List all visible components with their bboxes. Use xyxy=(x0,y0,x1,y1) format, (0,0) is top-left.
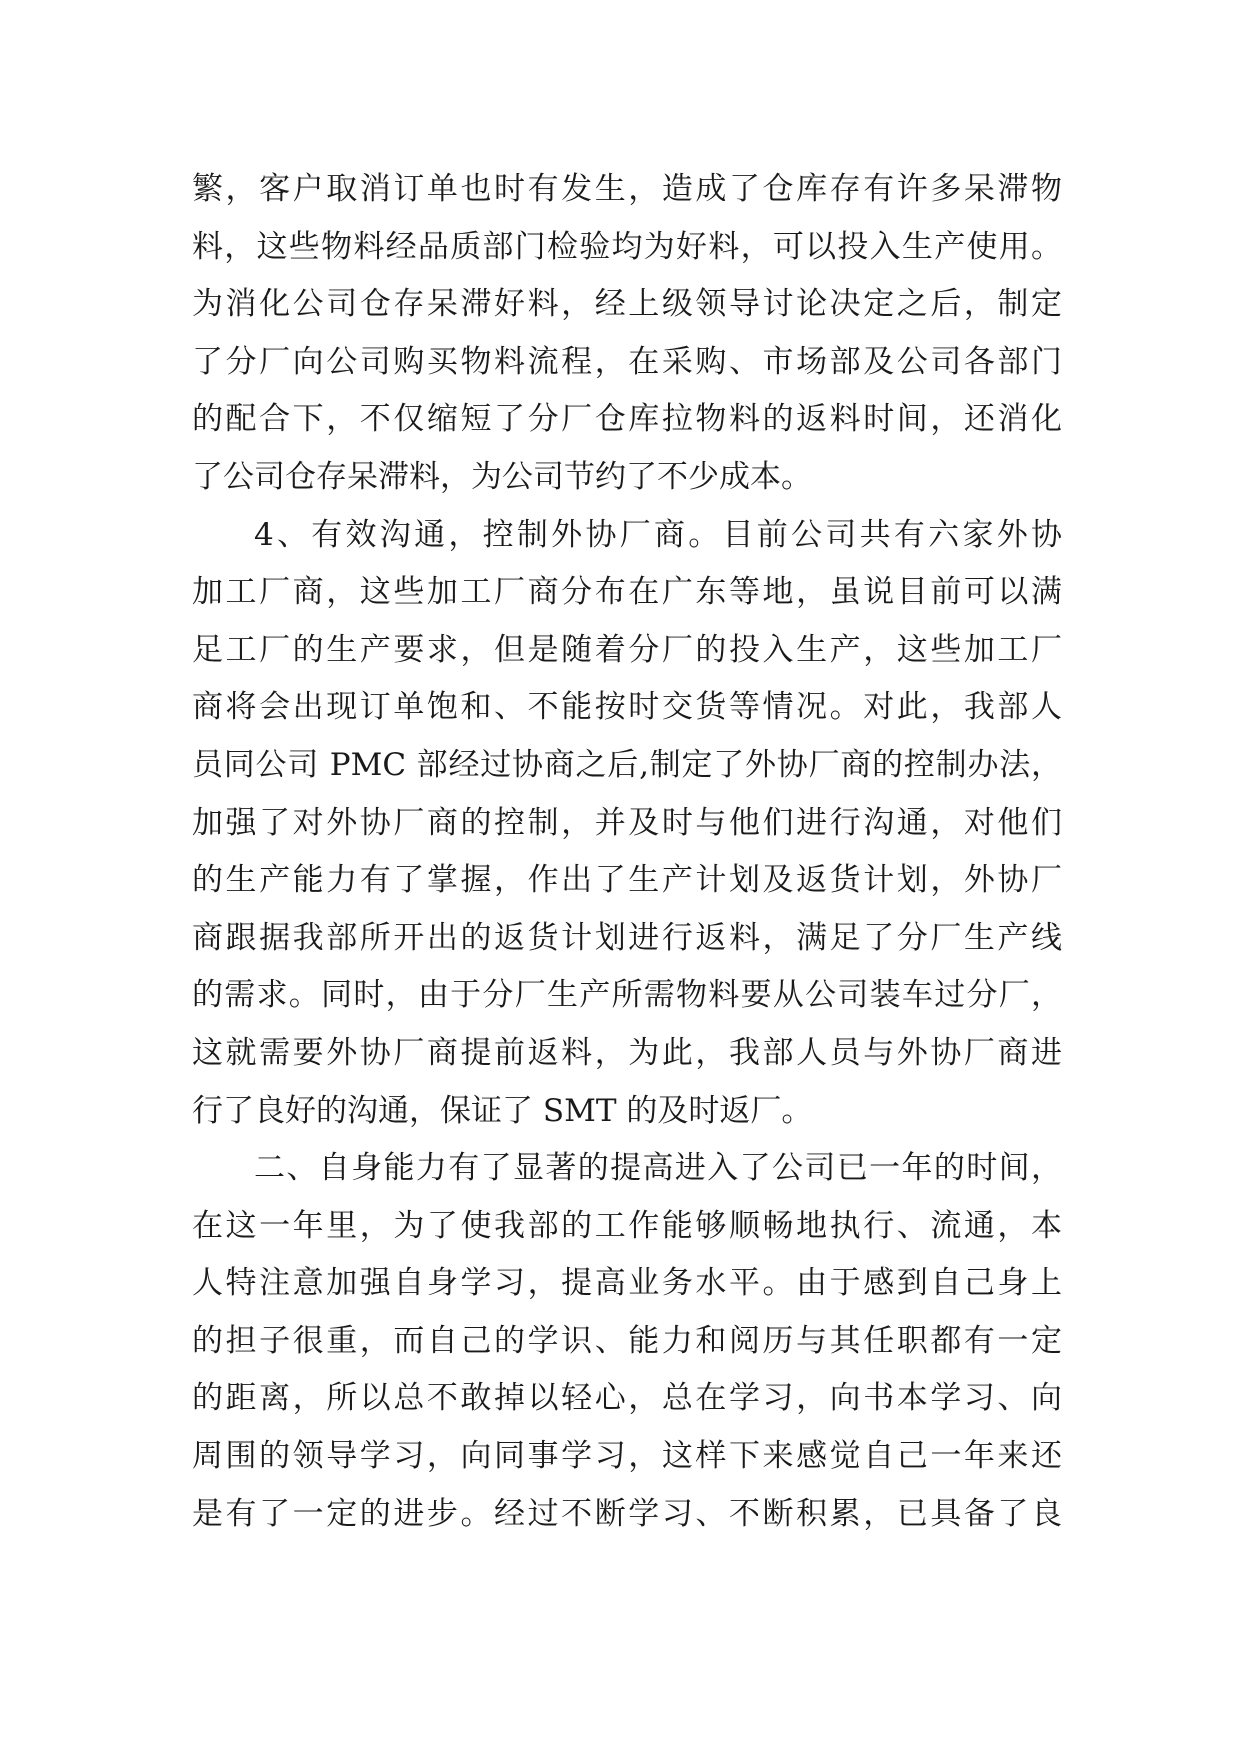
text-line: 的生产能力有了掌握，作出了生产计划及返货计划，外协厂 xyxy=(192,862,1062,899)
text-line: 商跟据我部所开出的返货计划进行返料，满足了分厂生产线 xyxy=(192,919,1062,956)
text-line: 加工厂商，这些加工厂商分布在广东等地，虽说目前可以满 xyxy=(192,574,1062,611)
text-line: 的距离，所以总不敢掉以轻心，总在学习，向书本学习、向 xyxy=(192,1380,1062,1417)
text-line: 人特注意加强自身学习，提高业务水平。由于感到自己身上 xyxy=(192,1265,1062,1302)
text-line: 了公司仓存呆滞料，为公司节约了不少成本。 xyxy=(192,458,812,495)
text-line: 料，这些物料经品质部门检验均为好料，可以投入生产使用。 xyxy=(192,228,1062,265)
text-line: 加强了对外协厂商的控制，并及时与他们进行沟通，对他们 xyxy=(192,804,1062,841)
text-line: 商将会出现订单饱和、不能按时交货等情况。对此，我部人 xyxy=(192,689,1062,726)
text-line: 在这一年里，为了使我部的工作能够顺畅地执行、流通，本 xyxy=(192,1207,1062,1244)
text-line: 为消化公司仓存呆滞好料，经上级领导讨论决定之后，制定 xyxy=(192,286,1062,323)
text-line: 4、有效沟通，控制外协厂商。目前公司共有六家外协 xyxy=(254,516,1062,553)
document-body xyxy=(192,161,1062,1543)
text-line: 员同公司 PMC 部经过协商之后,制定了外协厂商的控制办法， xyxy=(192,746,1062,783)
text-line: 繁，客户取消订单也时有发生，造成了仓库存有许多呆滞物 xyxy=(192,171,1062,207)
text-line: 周围的领导学习，向同事学习，这样下来感觉自己一年来还 xyxy=(192,1438,1062,1475)
text-line: 的需求。同时，由于分厂生产所需物料要从公司装车过分厂， xyxy=(192,977,1062,1014)
text-line: 的担子很重，而自己的学识、能力和阅历与其任职都有一定 xyxy=(192,1322,1062,1359)
text-line: 了分厂向公司购买物料流程，在采购、市场部及公司各部门 xyxy=(192,343,1062,380)
text-line: 二、自身能力有了显著的提高进入了公司已一年的时间， xyxy=(254,1150,1062,1187)
text-line: 行了良好的沟通，保证了 SMT 的及时返厂。 xyxy=(192,1092,813,1129)
text-line: 是有了一定的进步。经过不断学习、不断积累，已具备了良 xyxy=(192,1495,1062,1532)
text-line: 足工厂的生产要求，但是随着分厂的投入生产，这些加工厂 xyxy=(192,631,1062,668)
text-line: 的配合下，不仅缩短了分厂仓库拉物料的返料时间，还消化 xyxy=(192,401,1062,438)
text-line: 这就需要外协厂商提前返料，为此，我部人员与外协厂商进 xyxy=(192,1034,1062,1071)
